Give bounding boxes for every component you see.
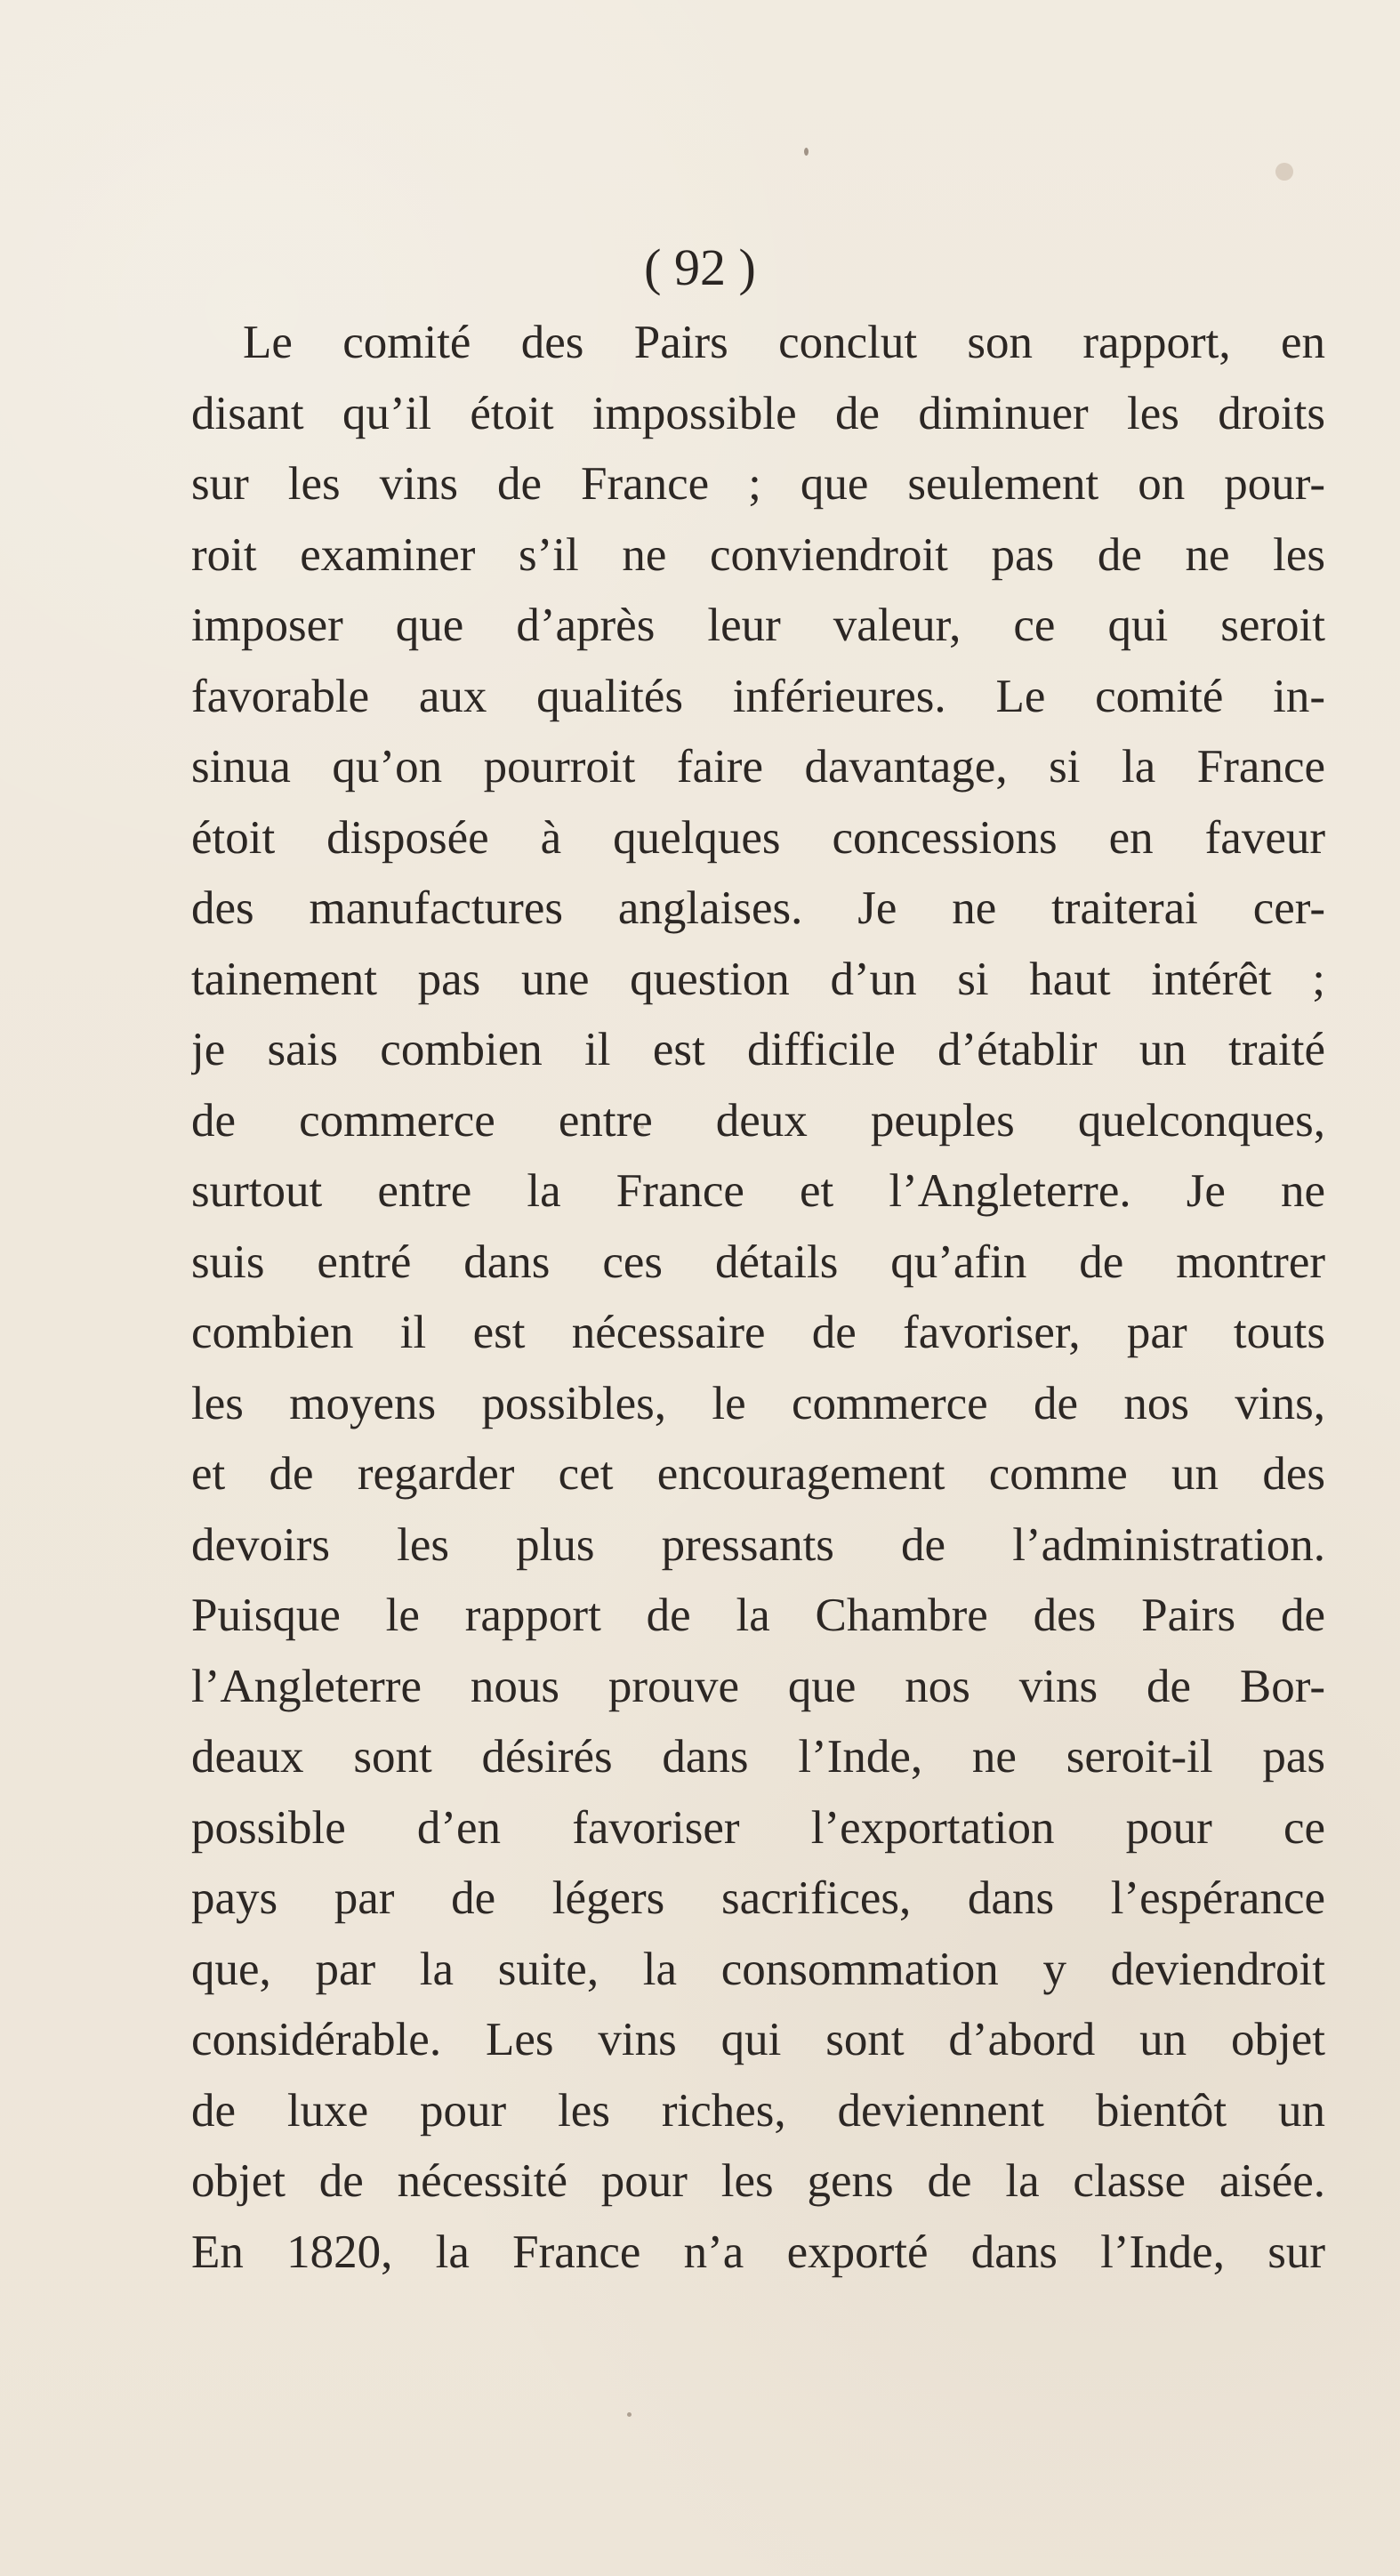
text-line: imposer que d’après leur valeur, ce qui seroit [191,600,1325,651]
text-line: objet de nécessité pour les gens de la classe aisée. [191,2155,1325,2207]
text-line: roit examiner s’il ne conviendroit pas de ne les [191,528,1325,581]
text-line: Le comité des Pairs conclut son rapport, en [243,317,1325,368]
text-line: considérable. Les vins qui sont d’abord un objet [191,2014,1325,2065]
text-line: je sais combien il est difficile d’établir un traité [191,1024,1325,1075]
text-line: des manufactures anglaises. Je ne traiterai cer- [191,882,1325,934]
text-line: possible d’en favoriser l’exportation pour ce [191,1801,1325,1854]
paper-speck [804,148,809,156]
text-line: surtout entre la France et l’Angleterre. Je ne [191,1165,1325,1217]
text-line: les moyens possibles, le commerce de nos vins, [191,1377,1325,1429]
text-line: sinua qu’on pourroit faire davantage, si la France [191,741,1325,793]
text-line: que, par la suite, la consommation y deviendroit [191,1943,1325,1995]
text-line: combien il est nécessaire de favoriser, par touts [191,1307,1325,1358]
text-line: l’Angleterre nous prouve que nos vins de Bor- [191,1660,1325,1712]
text-line: tainement pas une question d’un si haut intérêt ; [191,953,1325,1005]
text-line: En 1820, la France n’a exporté dans l’Inde, sur [191,2226,1325,2278]
text-line: devoirs les plus pressants de l’administration. [191,1518,1325,1571]
text-line: et de regarder cet encouragement comme un des [191,1448,1325,1500]
text-line: étoit disposée à quelques concessions en faveur [191,811,1325,864]
text-line: suis entré dans ces détails qu’afin de montrer [191,1236,1325,1288]
text-line: pays par de légers sacrifices, dans l’espérance [191,1872,1325,1924]
paper-speck [627,2412,632,2417]
text-line: Puisque le rapport de la Chambre des Pairs de [191,1590,1325,1641]
page-number: ( 92 ) [644,238,756,296]
text-line: de commerce entre deux peuples quelconques, [191,1094,1325,1147]
text-line: de luxe pour les riches, deviennent bientôt un [191,2084,1325,2137]
text-line: deaux sont désirés dans l’Inde, ne seroit-il pas [191,1731,1325,1783]
paper-stain [1275,163,1293,181]
text-line: sur les vins de France ; que seulement on pour- [191,458,1325,510]
text-line: disant qu’il étoit impossible de diminuer les droits [191,387,1325,439]
page-body [191,308,1325,2288]
text-line: favorable aux qualités inférieures. Le comité in- [191,670,1325,722]
